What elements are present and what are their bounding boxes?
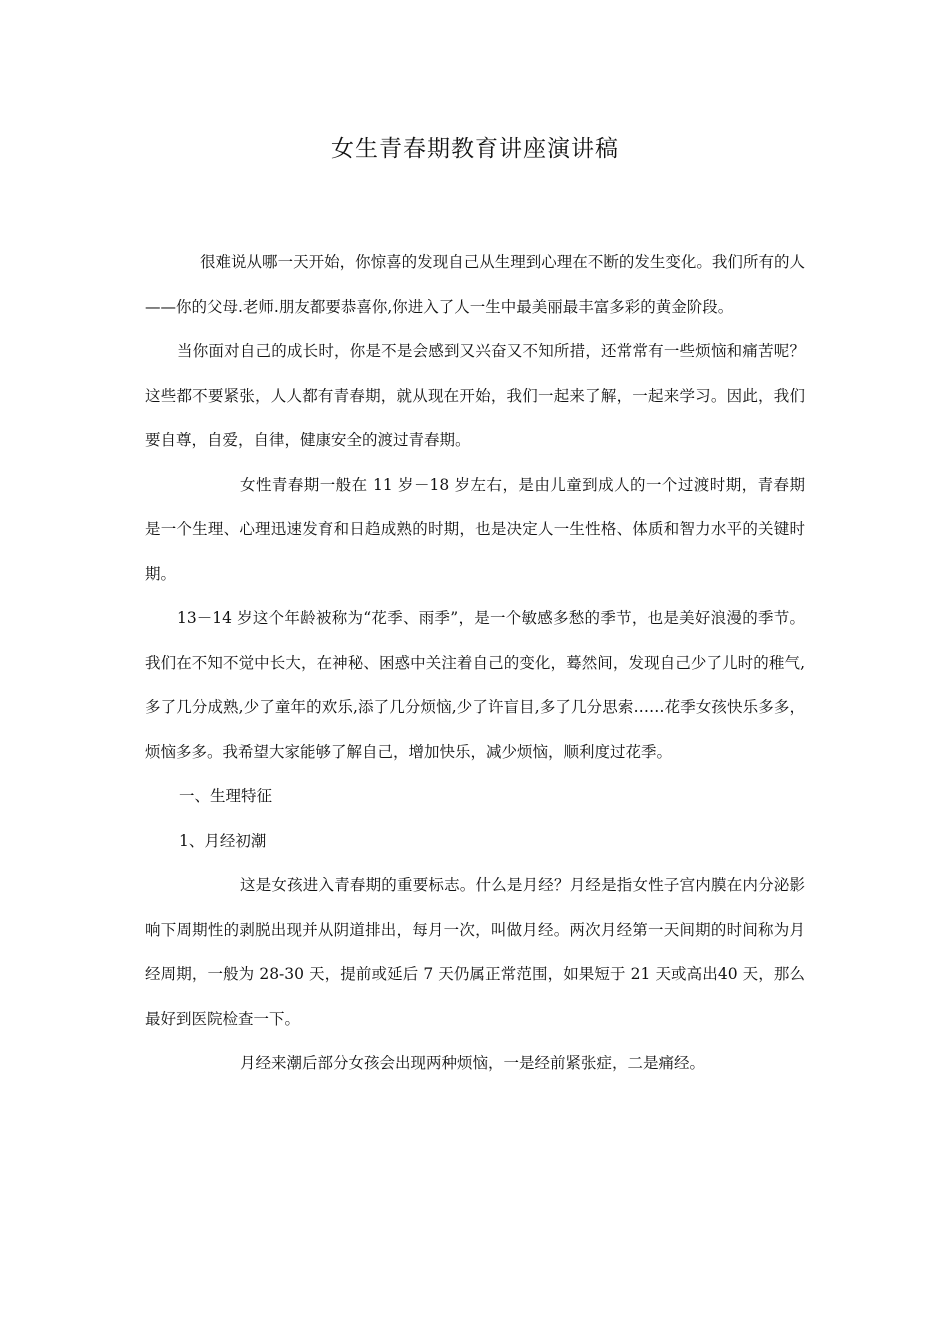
paragraph-intro: 很难说从哪一天开始，你惊喜的发现自己从生理到心理在不断的发生变化。我们所有的人——你的父母.老师.朋友都要恭喜你,你进入了人一生中最美丽最丰富多彩的黄金阶段。 (145, 253, 805, 316)
paragraph-growth: 当你面对自己的成长时，你是不是会感到又兴奋又不知所措，还常常有一些烦恼和痛苦呢？这些都不要紧张，人人都有青春期，就从现在开始，我们一起来了解，一起来学习。因此，我们要自尊，自爱，自律，健康安全的渡过青春期。 (145, 342, 805, 449)
paragraph-puberty-definition: 女性青春期一般在 11 岁－18 岁左右，是由儿童到成人的一个过渡时期，青春期是一个生理、心理迅速发育和日趋成熟的时期，也是决定人一生性格、体质和智力水平的关键时期。 (145, 475, 805, 583)
subsection-heading: 1、月经初潮 (179, 831, 267, 850)
paragraph-flower-season: 13－14 岁这个年龄被称为“花季、雨季”，是一个敏感多愁的季节，也是美好浪漫的季节。我们在不知不觉中长大，在神秘、困惑中关注着自己的变化，蓦然间，发现自己少了儿时的稚气,多了几分成熟,少了童年的欢乐,添了几分烦恼,少了许盲目,多了几分思索……花季女孩快乐多多，烦恼多多。我希望大家能够了解自己，增加快乐，减少烦恼，顺利度过花季。 (145, 609, 805, 761)
section-heading: 一、生理特征 (179, 787, 273, 805)
document-title: 女生青春期教育讲座演讲稿 (331, 136, 619, 162)
document-body (145, 240, 805, 1086)
paragraph-menarche: 这是女孩进入青春期的重要标志。什么是月经？月经是指女性子宫内膜在内分泌影响下周期性的剥脱出现并从阴道排出，每月一次，叫做月经。两次月经第一天间期的时间称为月经周期，一般为 28-30 天，提前或延后 7 天仍属正常范围，如果短于 21 天或高出40 天，那么最好到医院检查一下。 (145, 876, 805, 1028)
paragraph-troubles: 月经来潮后部分女孩会出现两种烦恼，一是经前紧张症，二是痛经。 (240, 1054, 706, 1072)
